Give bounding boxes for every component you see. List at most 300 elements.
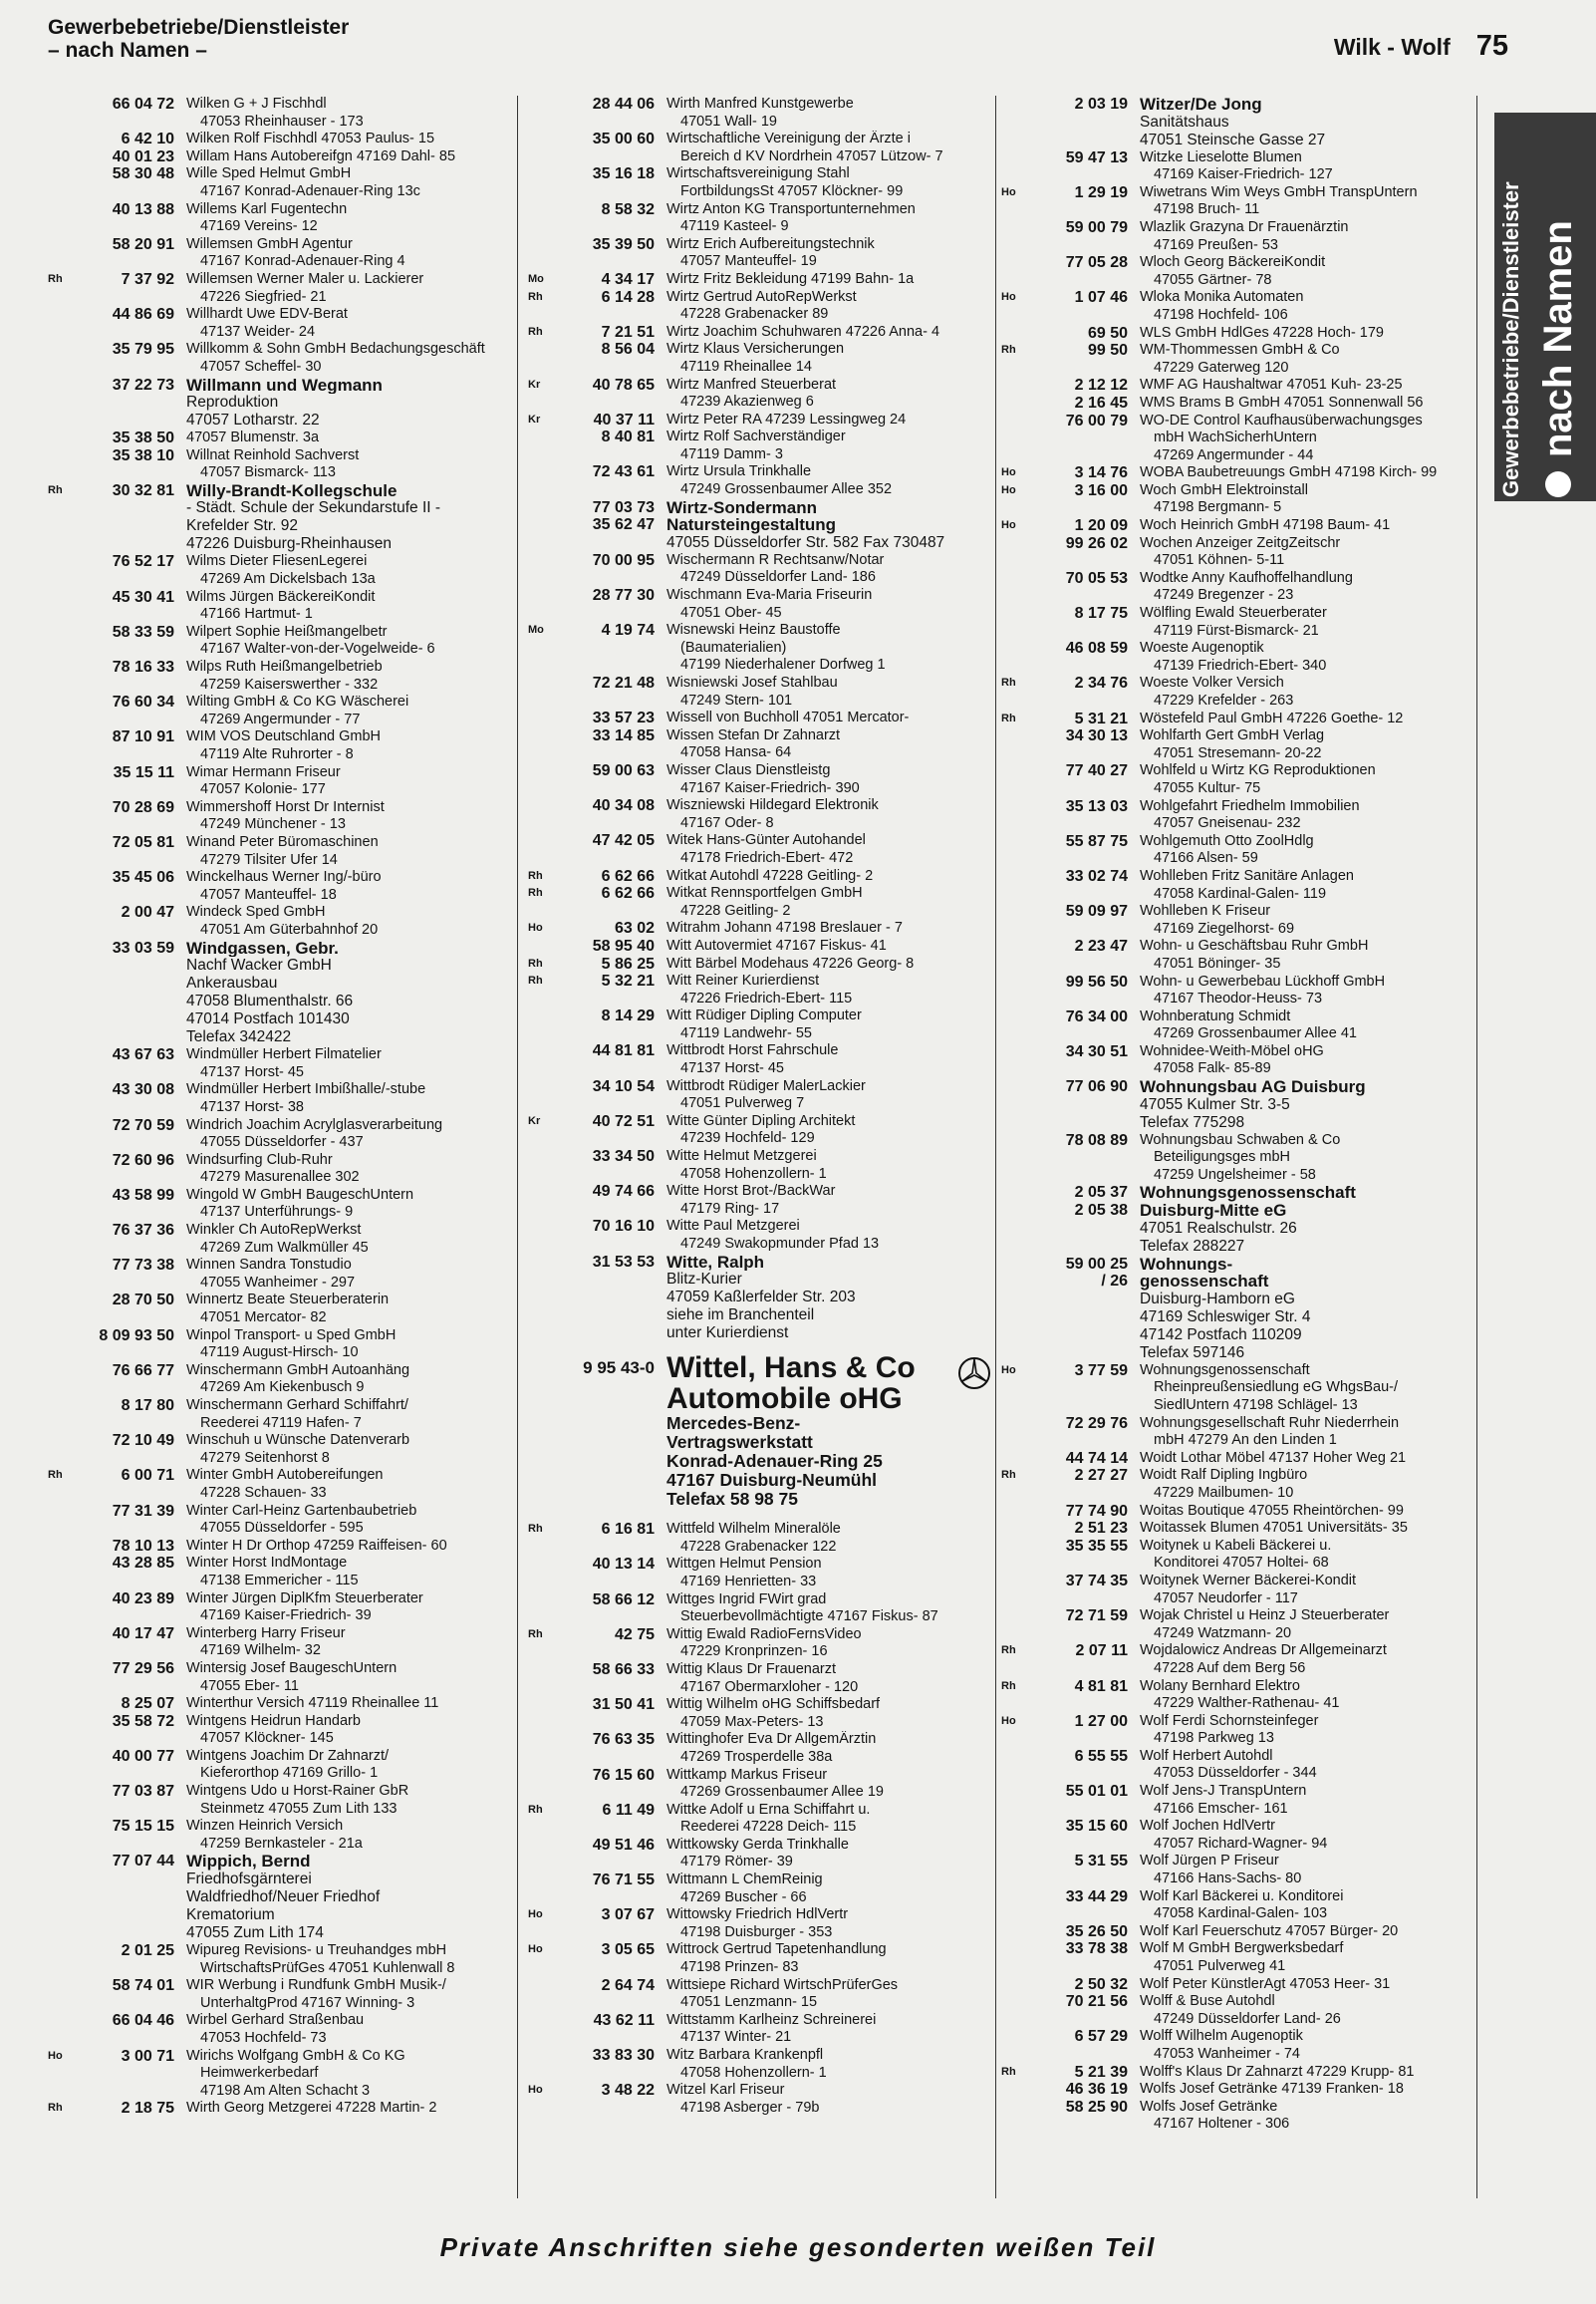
entry-detail-line: 47057 Manteuffel- 18	[200, 886, 337, 903]
district-code	[48, 1327, 70, 1362]
district-code	[48, 1660, 70, 1695]
phone-number: 33 44 29	[1065, 1887, 1128, 1905]
entry-name: Willkomm & Sohn GmbH Bedachungsgeschäft	[186, 341, 485, 358]
entry-text	[1140, 219, 1477, 254]
phone-number: 35 16 18	[592, 165, 655, 183]
phone-number: 77 05 28	[1065, 254, 1128, 272]
entry-text	[186, 1467, 506, 1502]
phone-number: 35 45 06	[112, 869, 174, 887]
listing-entry	[528, 201, 991, 236]
listing-entry	[528, 96, 991, 131]
phone-number: 69 50	[1087, 324, 1128, 342]
entry-name: WIM VOS Deutschland GmbH	[186, 728, 381, 745]
entry-name: Wisnewski Heinz Baustoffe	[666, 622, 841, 639]
entry-name: Wirtz Erich Aufbereitungstechnik	[666, 235, 875, 252]
phone-number: 33 57 23	[592, 710, 655, 727]
phone-number: 43 28 85	[112, 1555, 174, 1573]
phone-number: 35 38 10	[112, 446, 174, 464]
entry-detail-line: 47229 Kronprinzen- 16	[680, 1643, 828, 1660]
phone-number: 40 37 11	[593, 411, 655, 429]
entry-text	[666, 1802, 991, 1837]
district-code	[528, 1767, 550, 1802]
side-tab-line2	[1536, 119, 1588, 497]
entry-name: Wirichs Wolfgang GmbH & Co KG	[186, 2047, 405, 2064]
entry-text	[1140, 798, 1477, 833]
phone-number: 40 34 08	[592, 797, 655, 815]
entry-text	[186, 624, 506, 659]
listing-column-1	[48, 96, 506, 2222]
entry-name: Willems Karl Fugentechn	[186, 200, 348, 217]
entry-text	[666, 499, 991, 517]
district-code	[528, 727, 550, 762]
entry-name: Witt Bärbel Modehaus 47226 Georg- 8	[666, 955, 915, 972]
listing-entry	[1001, 2064, 1477, 2082]
entry-detail-line: 47058 Falk- 85-89	[1154, 1060, 1271, 1077]
entry-detail-line: 47058 Kardinal-Galen- 119	[1154, 885, 1327, 902]
district-code: Rh	[528, 975, 543, 988]
listing-entry	[1001, 289, 1477, 324]
entry-name: Wölfling Ewald Steuerberater	[1140, 605, 1327, 622]
entry-text	[1140, 1184, 1477, 1202]
entry-detail-line: 47055 Kulmer Str. 3-5	[1140, 1095, 1290, 1113]
phone-number: 9 95 43-0	[583, 1358, 655, 1378]
entry-detail-line: 47057 Lotharstr. 22	[186, 412, 320, 430]
entry-name: Wohnidee-Weith-Möbel oHG	[1140, 1042, 1324, 1059]
display-advertisement	[528, 1352, 991, 1509]
entry-detail-line: 47229 Walther-Rathenau- 41	[1154, 1695, 1340, 1712]
listing-entry	[528, 587, 991, 622]
entry-text	[186, 1660, 506, 1695]
listing-entry	[528, 885, 991, 920]
phone-number: 46 08 59	[1065, 640, 1128, 658]
phone-number: 47 42 05	[592, 832, 655, 850]
phone-number: 6 16 81	[601, 1521, 655, 1539]
district-code	[1001, 219, 1023, 254]
entry-name: Witzke Lieselotte Blumen	[1140, 148, 1302, 165]
entry-name: Wirtz Klaus Versicherungen	[666, 341, 845, 358]
phone-number: 6 57 29	[1074, 2028, 1128, 2046]
entry-detail-line: 47229 Krefelder - 263	[1154, 693, 1294, 709]
district-code	[1001, 974, 1023, 1008]
phone-number: 35 13 03	[1065, 797, 1128, 815]
entry-detail-line: 47053 Rheinhauser - 173	[200, 113, 364, 130]
listing-entry	[48, 1538, 506, 1556]
entry-name: Windeck Sped GmbH	[186, 904, 326, 921]
page-header	[48, 16, 1508, 76]
entry-name: Wohlgefahrt Friedhelm Immobilien	[1140, 797, 1360, 814]
district-code	[1001, 96, 1023, 149]
entry-text	[666, 920, 991, 938]
entry-text	[1140, 1503, 1477, 1521]
entry-name: Winter Horst IndMontage	[186, 1555, 348, 1572]
phone-number: 2 05 38	[1074, 1202, 1128, 1220]
entry-text	[186, 148, 506, 166]
entry-name: Wohlleben K Friseur	[1140, 903, 1271, 920]
phone-number: 40 23 89	[112, 1589, 174, 1607]
district-code	[48, 377, 70, 431]
listing-entry	[1001, 727, 1477, 762]
entry-text	[1140, 1748, 1477, 1783]
entry-text	[666, 377, 991, 412]
district-code	[1001, 1132, 1023, 1185]
district-code: Ho	[1001, 519, 1016, 532]
listing-entry	[1001, 1202, 1477, 1256]
entry-text	[666, 1556, 991, 1590]
entry-detail-line: 47058 Hohenzollern- 1	[680, 1165, 827, 1182]
entry-name: Witz Barbara Krankenpfl	[666, 2047, 824, 2063]
entry-text	[666, 1521, 991, 1556]
phone-number: 8 58 32	[601, 200, 655, 218]
page-range	[1334, 30, 1508, 63]
section-title-line1: Gewerbebetriebe/Dienstleister	[48, 16, 350, 39]
phone-number: 55 87 75	[1065, 832, 1128, 850]
entry-detail-line: 47051 Köhnen- 5-11	[1154, 552, 1285, 569]
entry-detail-line: 47058 Kardinal-Galen- 103	[1154, 1905, 1328, 1922]
listing-entry	[1001, 342, 1477, 377]
entry-text	[666, 131, 991, 165]
district-code: Rh	[528, 290, 543, 303]
district-code: Ho	[1001, 1363, 1016, 1376]
district-code: Ho	[528, 922, 543, 935]
entry-text	[666, 324, 991, 342]
entry-detail-line: 47057 Gneisenau- 232	[1154, 815, 1301, 832]
listing-entry	[528, 463, 991, 498]
entry-name: Wittmann L ChemReinig	[666, 1872, 823, 1888]
entry-text	[1140, 2064, 1477, 2082]
entry-text	[1140, 184, 1477, 219]
entry-detail-line: 47057 Richard-Wagner- 94	[1154, 1835, 1328, 1852]
entry-detail-line: 47167 Obermarxloher - 120	[680, 1678, 859, 1695]
entry-text	[666, 675, 991, 710]
listing-entry	[528, 622, 991, 675]
entry-text	[186, 341, 506, 376]
phone-number: 3 48 22	[601, 2082, 655, 2100]
listing-entry	[528, 1906, 991, 1941]
entry-text	[666, 1941, 991, 1976]
district-code	[48, 869, 70, 904]
entry-name: Witkat Rennsportfelgen GmbH	[666, 885, 863, 902]
listing-entry	[48, 659, 506, 694]
phone-number: 78 08 89	[1065, 1131, 1128, 1149]
entry-detail-line: 47137 Horst- 45	[200, 1063, 304, 1080]
phone-number: 43 58 99	[112, 1186, 174, 1204]
entry-detail-line: 47229 Mailbumen- 10	[1154, 1484, 1294, 1501]
entry-detail-line: 47053 Hochfeld- 73	[200, 2030, 327, 2046]
phone-number: 70 28 69	[112, 798, 174, 816]
entry-detail-line: 47167 Theodor-Heuss- 73	[1154, 991, 1323, 1008]
entry-name: WM-Thommessen GmbH & Co	[1140, 342, 1340, 359]
listing-entry	[1001, 1362, 1477, 1415]
entry-detail-line: 47269 Am Dickelsbach 13a	[200, 571, 376, 588]
entry-detail-line: 47166 Emscher- 161	[1154, 1800, 1288, 1817]
entry-text	[1140, 2099, 1477, 2134]
entry-name: Witrahm Johann 47198 Breslauer - 7	[666, 920, 903, 937]
entry-name: Witte Paul Metzgerei	[666, 1218, 800, 1235]
listing-entry	[1001, 1607, 1477, 1642]
entry-text	[186, 430, 506, 447]
listing-entry	[528, 1941, 991, 1976]
entry-name: Wittig Ewald RadioFernsVideo	[666, 1625, 862, 1642]
entry-name: Duisburg-Mitte eG	[1140, 1202, 1287, 1220]
listing-entry	[528, 1183, 991, 1218]
entry-text	[186, 236, 506, 271]
entry-detail-line: 47228 Grabenacker 89	[680, 306, 829, 323]
entry-name: Wolff & Buse Autohdl	[1140, 1993, 1275, 2010]
entry-detail-line: 47269 Grossenbaumer Allee 19	[680, 1784, 884, 1801]
entry-detail-line: 47058 Hansa- 64	[680, 744, 792, 761]
listing-entry	[1001, 711, 1477, 728]
entry-name: Woch GmbH Elektroinstall	[1140, 481, 1308, 498]
district-code	[1001, 868, 1023, 903]
phone-number: 6 62 66	[601, 867, 655, 885]
listing-entry	[1001, 464, 1477, 482]
entry-text	[1140, 464, 1477, 482]
district-code	[528, 1837, 550, 1872]
entry-detail-line: 47228 Auf dem Berg 56	[1154, 1659, 1306, 1676]
district-code	[1001, 413, 1023, 465]
listing-entry	[48, 1590, 506, 1625]
entry-text	[186, 834, 506, 869]
entry-name: Witte Horst Brot-/BackWar	[666, 1183, 836, 1200]
listing-entry	[528, 973, 991, 1008]
phone-number: 33 03 59	[112, 939, 174, 957]
phone-number: 72 29 76	[1065, 1414, 1128, 1432]
district-code: Rh	[528, 887, 543, 900]
entry-text	[186, 1590, 506, 1625]
entry-name: Willemsen GmbH Agentur	[186, 235, 353, 252]
district-code	[528, 1591, 550, 1626]
phone-number: 3 00 71	[121, 2047, 174, 2065]
entry-detail-line: 47055 Eber- 11	[200, 1677, 299, 1694]
entry-detail-line: 47166 Hans-Sachs- 80	[1154, 1871, 1302, 1887]
phone-number: 40 01 23	[112, 147, 174, 165]
phone-number: 5 31 55	[1074, 1853, 1128, 1871]
district-code	[1001, 798, 1023, 833]
entry-detail-line: 47053 Düsseldorfer - 344	[1154, 1765, 1317, 1782]
phone-number: 40 72 51	[592, 1112, 655, 1130]
district-code	[1001, 1976, 1023, 1994]
entry-name: Wolf Jochen HdlVertr	[1140, 1818, 1275, 1835]
entry-text	[1140, 1362, 1477, 1415]
entry-name: Wilps Ruth Heißmangelbetrieb	[186, 659, 383, 676]
entry-detail-line: 47057 Bismarck- 113	[200, 464, 336, 481]
phone-number: / 26	[1101, 1273, 1128, 1291]
entry-text	[186, 1397, 506, 1432]
district-code	[1001, 1783, 1023, 1818]
phone-number: 43 30 08	[112, 1081, 174, 1099]
phone-number: 59 00 25	[1065, 1255, 1128, 1273]
phone-number: 59 47 13	[1065, 148, 1128, 166]
phone-number: 76 15 60	[592, 1766, 655, 1784]
district-code	[1001, 938, 1023, 973]
phone-number: 6 62 66	[601, 885, 655, 903]
entry-detail-line: 47226 Siegfried- 21	[200, 288, 327, 305]
phone-number: 40 13 88	[112, 200, 174, 218]
listing-entry	[1001, 2081, 1477, 2099]
entry-name: Wimmershoff Horst Dr Internist	[186, 798, 385, 815]
listing-entry	[528, 1802, 991, 1837]
entry-text	[1140, 342, 1477, 377]
entry-detail-line: 47249 Stern- 101	[680, 692, 793, 709]
entry-name: Wojak Christel u Heinz J Steuerberater	[1140, 1607, 1390, 1624]
district-code	[528, 2012, 550, 2047]
listing-entry	[1001, 762, 1477, 797]
listing-entry	[528, 271, 991, 289]
district-code	[528, 552, 550, 587]
listing-entry	[528, 131, 991, 165]
entry-text	[666, 956, 991, 974]
entry-text	[186, 271, 506, 306]
entry-name: Wirtz Ursula Trinkhalle	[666, 463, 812, 480]
phone-number: 76 66 77	[112, 1361, 174, 1379]
district-code	[528, 1661, 550, 1696]
entry-detail-line: Ankerausbau	[186, 975, 278, 993]
listing-entry	[48, 1362, 506, 1397]
entry-detail-line: 47051 Mercator- 82	[200, 1309, 327, 1326]
entry-text	[186, 1187, 506, 1222]
entry-detail-line: Telefax 288227	[1140, 1237, 1245, 1255]
phone-number: 6 55 55	[1074, 1747, 1128, 1765]
entry-text	[666, 1767, 991, 1802]
listing-entry	[48, 1695, 506, 1713]
entry-name: Woidt Ralf Dipling Ingbüro	[1140, 1467, 1308, 1484]
entry-name: Wintgens Udo u Horst-Rainer GbR	[186, 1783, 409, 1800]
entry-name: Wilting GmbH & Co KG Wäscherei	[186, 694, 409, 711]
entry-text	[1140, 149, 1477, 184]
entry-detail-line: 47249 Bregenzer - 23	[1154, 587, 1294, 604]
entry-name: WLS GmbH HdlGes 47228 Hoch- 179	[1140, 324, 1384, 341]
entry-name: Wolff's Klaus Dr Zahnarzt 47229 Krupp- 81	[1140, 2063, 1415, 2080]
entry-text	[1140, 377, 1477, 395]
listing-entry	[528, 1591, 991, 1626]
entry-name: Winterthur Versich 47119 Rheinallee 11	[186, 1695, 439, 1712]
entry-detail-line: 47119 August-Hirsch- 10	[200, 1344, 359, 1361]
entry-text	[186, 1695, 506, 1713]
entry-detail-line: 47167 Holtener - 306	[1154, 2116, 1290, 2133]
district-code	[48, 1748, 70, 1783]
phone-number: 5 32 21	[601, 973, 655, 991]
entry-name: Wilken Rolf Fischhdl 47053 Paulus- 15	[186, 131, 435, 147]
listing-entry	[48, 165, 506, 200]
entry-text	[666, 1042, 991, 1077]
entry-text	[186, 201, 506, 236]
entry-name: 47057 Blumenstr. 3a	[186, 430, 320, 446]
column-divider	[1476, 96, 1477, 2198]
listing-entry	[48, 1432, 506, 1467]
entry-text	[666, 885, 991, 920]
district-code: Rh	[48, 1469, 63, 1482]
listing-entry	[1001, 1940, 1477, 1975]
district-code	[48, 589, 70, 624]
phone-number: 2 03 19	[1074, 96, 1128, 113]
entry-detail-line: 47198 Asberger - 79b	[680, 2099, 820, 2116]
listing-entry	[1001, 1184, 1477, 1202]
phone-number: 28 70 50	[112, 1292, 174, 1309]
listing-entry	[528, 1148, 991, 1183]
phone-number: 58 66 33	[592, 1660, 655, 1678]
entry-name: Wittgen Helmut Pension	[666, 1556, 822, 1573]
listing-entry	[48, 1503, 506, 1538]
entry-detail-line: mbH WachSicherhUntern	[1154, 430, 1317, 446]
listing-entry	[528, 236, 991, 271]
entry-text	[666, 1183, 991, 1218]
listing-entry	[48, 904, 506, 939]
phone-number: 30 32 81	[112, 481, 174, 499]
entry-detail-line: 47167 Duisburg-Neumühl	[666, 1471, 878, 1491]
entry-name: Wohn- u Geschäftsbau Ruhr GmbH	[1140, 938, 1369, 955]
listing-entry	[1001, 1678, 1477, 1713]
district-code: Mo	[528, 624, 544, 637]
entry-text	[666, 2012, 991, 2047]
district-code	[528, 1696, 550, 1731]
district-code	[1001, 2099, 1023, 2134]
entry-name: Willmann und Wegmann	[186, 376, 383, 395]
entry-detail-line: 47269 Zum Walkmüller 45	[200, 1239, 369, 1256]
district-code	[48, 1503, 70, 1538]
phone-number: 35 39 50	[592, 235, 655, 253]
entry-text	[1140, 1888, 1477, 1923]
entry-name: Wille Sped Helmut GmbH	[186, 165, 352, 182]
entry-detail-line: 47198 Bergmann- 5	[1154, 499, 1282, 516]
phone-number: 72 43 61	[592, 463, 655, 481]
entry-name: Woch Heinrich GmbH 47198 Baum- 41	[1140, 517, 1391, 534]
entry-name: Winand Peter Büromaschinen	[186, 833, 379, 850]
district-code	[528, 165, 550, 200]
district-code	[1001, 1202, 1023, 1256]
entry-text	[1140, 1202, 1477, 1256]
listing-entry	[1001, 1273, 1477, 1362]
entry-text	[1140, 1853, 1477, 1887]
phone-number: 8 56 04	[601, 341, 655, 359]
district-code: Rh	[528, 869, 543, 882]
district-code	[1001, 1043, 1023, 1078]
entry-text	[186, 447, 506, 482]
entry-text	[1140, 833, 1477, 868]
entry-name: Wohnungs-	[1140, 1255, 1233, 1274]
phone-number: 58 30 48	[112, 165, 174, 183]
phone-number: 49 51 46	[592, 1836, 655, 1854]
district-code: Kr	[528, 413, 541, 426]
entry-detail-line: 47057 Manteuffel- 19	[680, 253, 817, 270]
section-title-line2: – nach Namen –	[48, 39, 207, 62]
phone-number: 59 00 79	[1065, 218, 1128, 236]
phone-number: 72 71 59	[1065, 1607, 1128, 1625]
district-code	[1001, 1818, 1023, 1853]
entry-text	[1140, 96, 1477, 149]
district-code: Ho	[1001, 291, 1016, 304]
listing-entry	[528, 956, 991, 974]
phone-number: 4 81 81	[1074, 1677, 1128, 1695]
district-code	[48, 430, 70, 447]
district-code	[528, 341, 550, 376]
entry-detail-line: 47259 Bernkasteler - 21a	[200, 1835, 363, 1852]
side-tab-line1: Gewerbebetriebe/Dienstleister	[1498, 181, 1523, 497]
district-code	[48, 1081, 70, 1116]
phone-number: 35 15 11	[113, 763, 174, 781]
listing-entry	[48, 1818, 506, 1853]
entry-name: Wipureg Revisions- u Treuhandges mbH	[186, 1942, 447, 1959]
entry-name: Wohnungsbau Schwaben & Co	[1140, 1131, 1341, 1148]
entry-text	[1140, 325, 1477, 343]
listing-entry	[528, 1731, 991, 1766]
entry-detail-line: 47055 Zum Lith 174	[186, 1924, 324, 1942]
listing-entry	[48, 482, 506, 554]
entry-text	[186, 694, 506, 728]
listing-entry	[1001, 1078, 1477, 1132]
district-code	[1001, 727, 1023, 762]
listing-entry	[48, 1748, 506, 1783]
entry-name: Wlazlik Grazyna Dr Frauenärztin	[1140, 218, 1349, 235]
